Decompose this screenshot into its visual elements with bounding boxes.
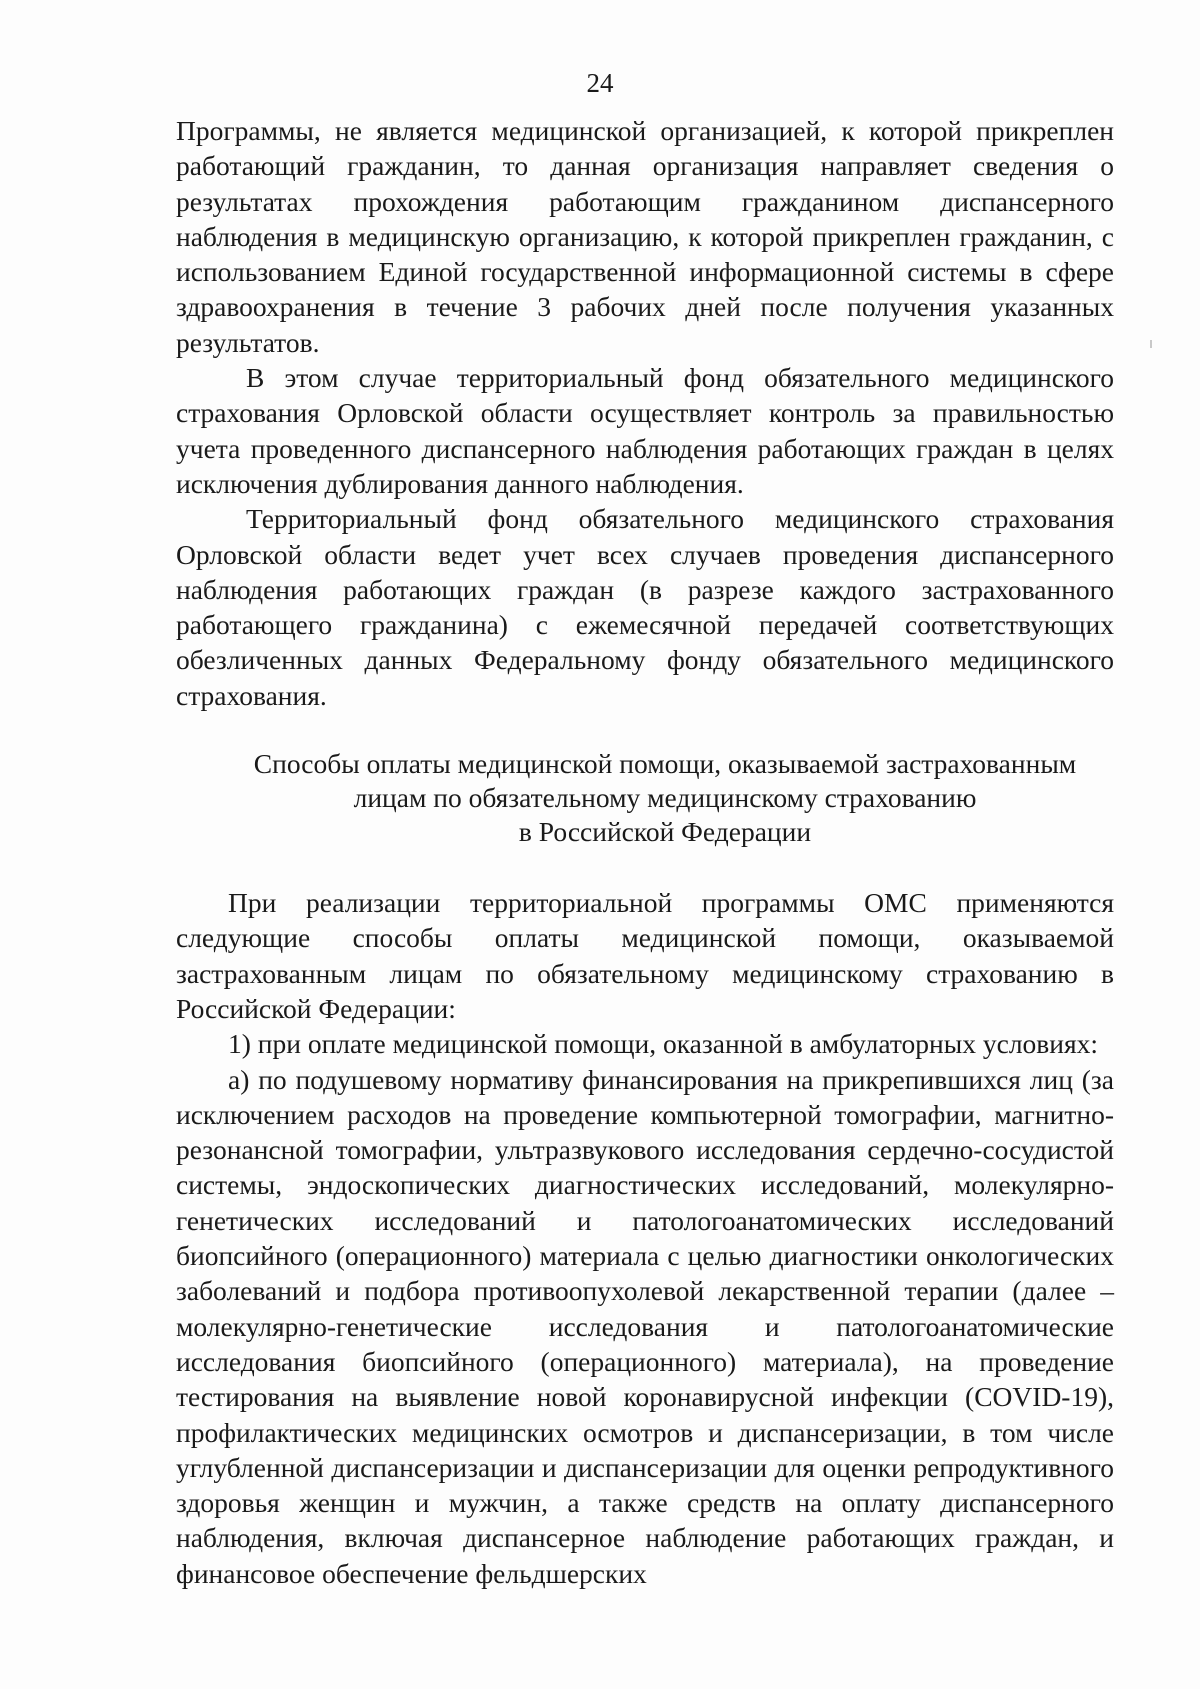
scan-margin-mark [1150, 340, 1152, 348]
section-heading [176, 747, 1114, 849]
paragraph-control: В этом случае территориальный фонд обязательного медицинского страхования Орловской области осуществляет контроль за правильностью учета проведенного диспансерного наблюдения работающих граждан в целях исключения дублирования данного наблюдения. [176, 362, 1114, 499]
section-heading-line: Способы оплаты медицинской помощи, оказываемой застрахованным [253, 748, 1077, 780]
section-heading-line: в Российской Федерации [518, 816, 812, 848]
document-body [176, 113, 1114, 1591]
paragraph-continuation: Программы, не является медицинской организацией, к которой прикреплен работающий гражданин, то данная организация направляет сведения о результатах прохождения работающим гражданином диспансерного наблюдения в медицинскую организацию, к которой прикреплен гражданин, с использованием Единой государственной информационной системы в сфере здравоохранения в течение 3 рабочих дней после получения указанных результатов. [176, 115, 1114, 358]
paragraph-payment-methods-intro: При реализации территориальной программы ОМС применяются следующие способы оплаты медицинской помощи, оказываемой застрахованным лицам по обязательному медицинскому страхованию в Российской Федерации: [176, 887, 1114, 1024]
list-item-ambulatory: 1) при оплате медицинской помощи, оказанной в амбулаторных условиях: [228, 1028, 1099, 1060]
paragraph-accounting: Территориальный фонд обязательного медицинского страхования Орловской области ведет учет всех случаев проведения диспансерного наблюдения работающих граждан (в разрезе каждого застрахованного работающего гражданина) с ежемесячной передачей соответствующих обезличенных данных Федеральному фонду обязательного медицинского страхования. [176, 503, 1114, 711]
page-number: 24 [586, 68, 614, 98]
list-subitem-per-capita: а) по подушевому нормативу финансирования на прикрепившихся лиц (за исключением расходов на проведение компьютерной томографии, магнитно-резонансной томографии, ультразвукового исследования сердечно-сосудистой системы, эндоскопических диагностических исследований, молекулярно-генетических исследований и патологоанатомических исследований биопсийного (операционного) материала с целью диагностики онкологических заболеваний и подбора противоопухолевой лекарственной терапии (далее – молекулярно-генетические исследования и патологоанатомические исследования биопсийного (операционного) материала), на проведение тестирования на выявление новой коронавирусной инфекции (COVID-19), профилактических медицинских осмотров и диспансеризации, в том числе углубленной диспансеризации и диспансеризации для оценки репродуктивного здоровья женщин и мужчин, а также средств на оплату диспансерного наблюдения, включая диспансерное наблюдение работающих граждан, и финансовое обеспечение фельдшерских [176, 1063, 1114, 1589]
section-heading-line: лицам по обязательному медицинскому страхованию [353, 782, 977, 814]
